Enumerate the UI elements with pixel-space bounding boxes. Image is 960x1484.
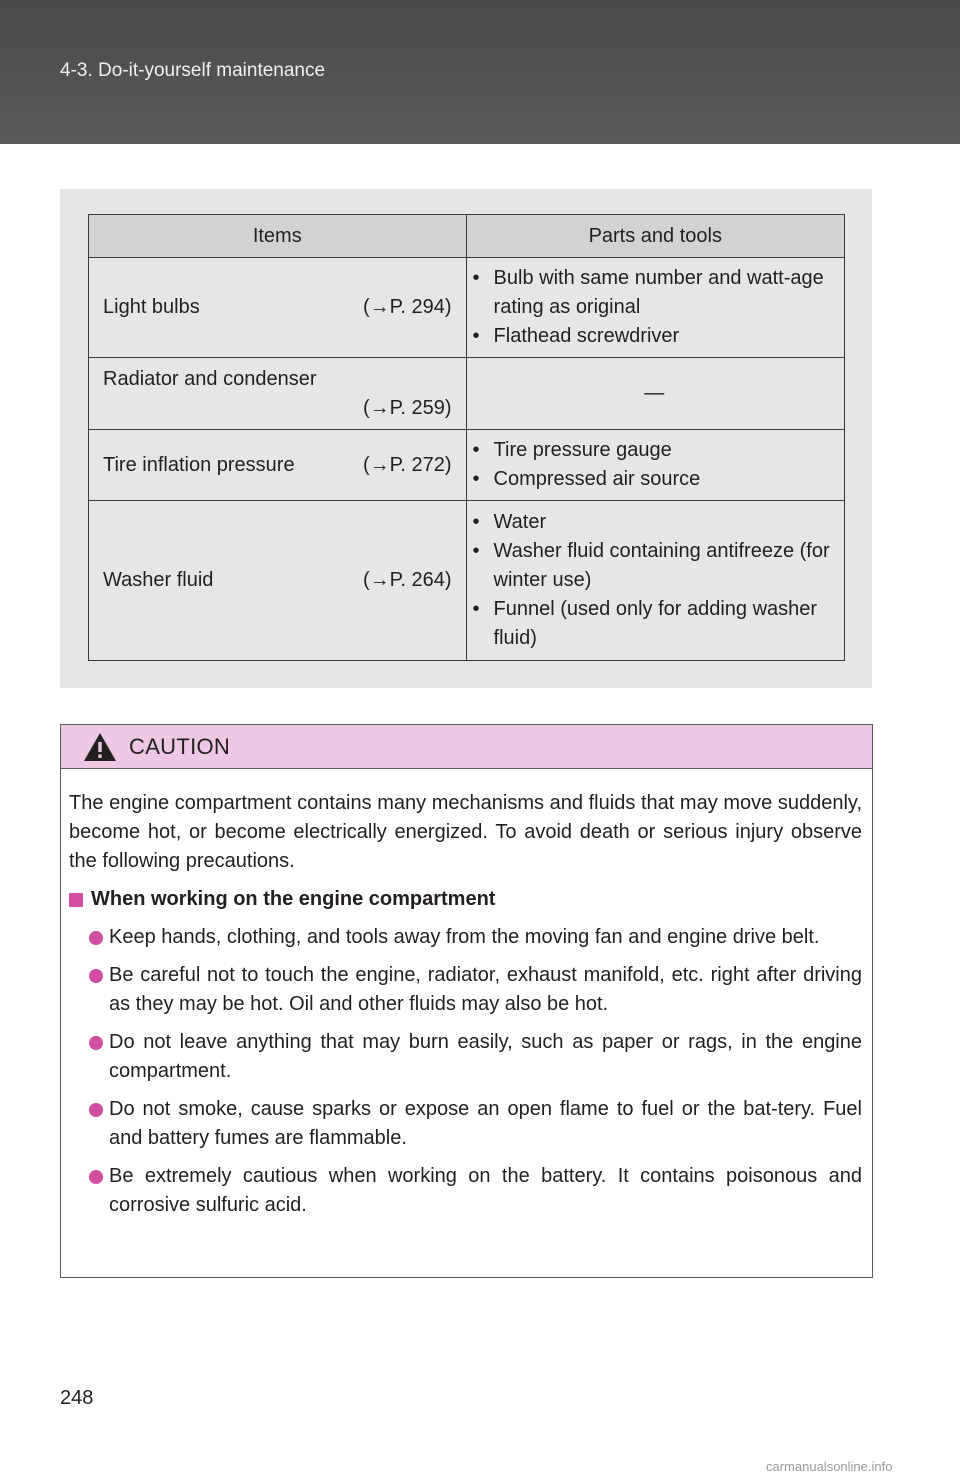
precaution-text: Do not smoke, cause sparks or expose an open flame to fuel or the bat-tery. Fuel and battery fumes are flammable. (109, 1098, 862, 1149)
precaution-text: Be careful not to touch the engine, radiator, exhaust manifold, etc. right after driving as they may be hot. Oil and other fluids may also be hot. (109, 964, 862, 1015)
parts-cell (466, 501, 844, 661)
no-parts-dash: — (644, 382, 665, 404)
caution-intro: The engine compartment contains many mechanisms and fluids that may move suddenly, become hot, or become electrically energized. To avoid death or serious injury observe the following precautions. (69, 792, 862, 872)
list-item (473, 465, 836, 494)
part-text: Bulb with same number and watt-age rating as original (493, 267, 824, 318)
caution-body (61, 769, 872, 1220)
header-items: Items (89, 215, 467, 258)
precaution-text: Do not leave anything that may burn easily, such as paper or rags, in the engine compartment. (109, 1031, 862, 1082)
header-parts-and-tools: Parts and tools (466, 215, 844, 258)
caution-subheading (69, 885, 862, 914)
watermark: carmanualsonline.info (766, 1459, 893, 1474)
table-row (89, 501, 845, 661)
item-name: Radiator and condenser (103, 367, 317, 390)
caution-title: CAUTION (129, 733, 231, 759)
square-bullet-icon (69, 893, 83, 907)
item-name: Light bulbs (103, 296, 200, 318)
list-item (473, 436, 836, 465)
precaution-item (69, 923, 862, 952)
maintenance-table (88, 214, 845, 661)
precaution-item (69, 1028, 862, 1086)
caution-box (60, 724, 873, 1278)
precaution-item (69, 1095, 862, 1153)
bullet-icon: • (472, 540, 480, 562)
page-number: 248 (60, 1387, 94, 1409)
section-title: 4-3. Do-it-yourself maintenance (60, 60, 326, 81)
list-item (473, 595, 836, 653)
item-cell (89, 501, 467, 661)
parts-cell (466, 430, 844, 501)
part-text: Flathead screwdriver (493, 325, 680, 347)
page-reference-link[interactable]: (→P. 294) (362, 296, 452, 318)
page-reference-link[interactable]: (→P. 264) (362, 569, 452, 591)
parts-cell (466, 358, 844, 430)
part-text: Water (493, 511, 547, 533)
bullet-icon: • (472, 598, 480, 620)
part-text: Compressed air source (493, 468, 701, 490)
item-cell (89, 258, 467, 358)
item-name: Tire inflation pressure (103, 453, 295, 476)
page-reference-link[interactable]: (→P. 272) (362, 453, 452, 476)
circle-bullet-icon (89, 1036, 103, 1050)
parts-cell (466, 258, 844, 358)
precaution-text: Keep hands, clothing, and tools away from the moving fan and engine drive belt. (109, 926, 820, 948)
precaution-item (69, 961, 862, 1019)
circle-bullet-icon (89, 969, 103, 983)
page-reference-link[interactable]: (→P. 259) (362, 396, 452, 419)
bullet-icon: • (472, 439, 480, 461)
part-text: Washer fluid containing antifreeze (for winter use) (493, 540, 830, 591)
table-row (89, 430, 845, 501)
circle-bullet-icon (89, 1170, 103, 1184)
list-item (473, 537, 836, 595)
table-row (89, 258, 845, 358)
bullet-icon: • (472, 468, 480, 490)
list-item (473, 508, 836, 537)
list-item (473, 322, 836, 351)
item-name: Washer fluid (103, 569, 214, 591)
caution-header (61, 725, 872, 769)
precaution-text: Be extremely cautious when working on the battery. It contains poisonous and corrosive sulfuric acid. (109, 1165, 862, 1216)
circle-bullet-icon (89, 931, 103, 945)
list-item (473, 264, 836, 322)
bullet-icon: • (472, 511, 480, 533)
warning-triangle-icon (83, 732, 117, 762)
item-cell (89, 358, 467, 430)
table-header-row (89, 215, 845, 258)
precaution-item (69, 1162, 862, 1220)
circle-bullet-icon (89, 1103, 103, 1117)
part-text: Funnel (used only for adding washer fluid) (493, 598, 818, 649)
subheading-text: When working on the engine compartment (91, 888, 496, 910)
table-row (89, 358, 845, 430)
item-cell (89, 430, 467, 501)
bullet-icon: • (472, 325, 480, 347)
part-text: Tire pressure gauge (493, 439, 672, 461)
bullet-icon: • (472, 267, 480, 289)
